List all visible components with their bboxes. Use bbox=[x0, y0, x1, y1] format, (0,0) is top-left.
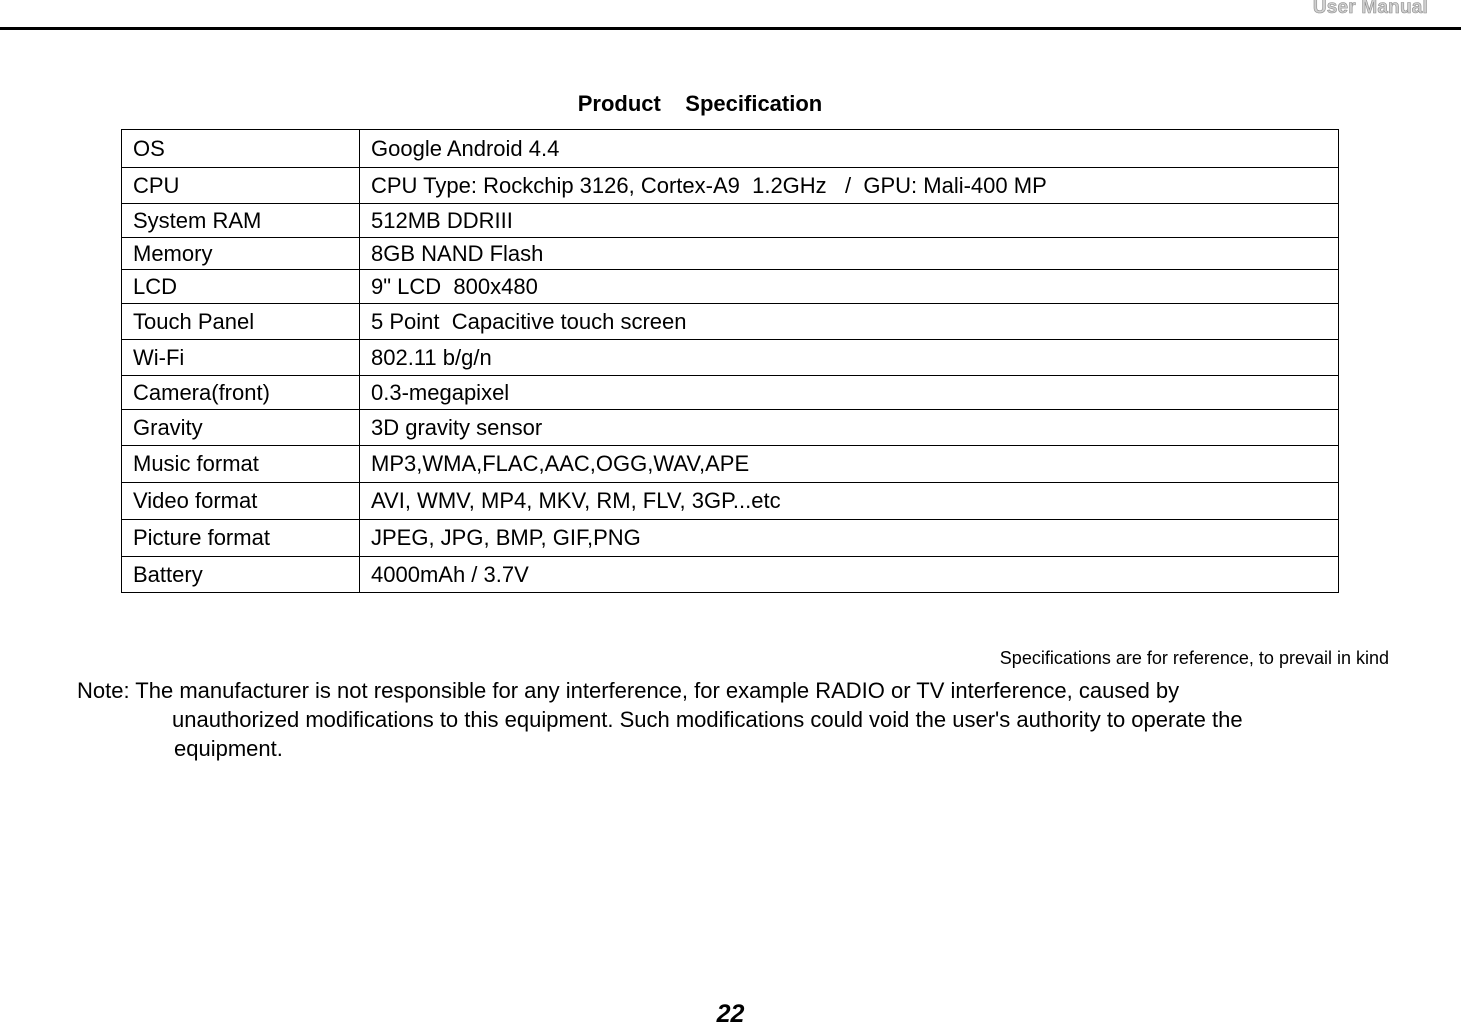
spec-value: 3D gravity sensor bbox=[360, 410, 1339, 446]
spec-row bbox=[122, 557, 1339, 593]
spec-value: 512MB DDRIII bbox=[360, 204, 1339, 238]
spec-value: 802.11 b/g/n bbox=[360, 340, 1339, 376]
spec-row bbox=[122, 238, 1339, 270]
disclaimer-line: Note: The manufacturer is not responsible for any interference, for example RADIO or TV interference, caused by bbox=[77, 678, 1180, 703]
spec-reference-note: Specifications are for reference, to prevail in kind bbox=[999, 648, 1389, 668]
spec-value: Google Android 4.4 bbox=[360, 130, 1339, 168]
spec-label: Memory bbox=[122, 238, 360, 270]
spec-value: 4000mAh / 3.7V bbox=[360, 557, 1339, 593]
spec-label: Camera(front) bbox=[122, 376, 360, 410]
spec-label: LCD bbox=[122, 270, 360, 304]
spec-row bbox=[122, 340, 1339, 376]
manual-header-title: User Manual bbox=[1312, 0, 1428, 18]
spec-label: Touch Panel bbox=[122, 304, 360, 340]
spec-label: CPU bbox=[122, 168, 360, 204]
spec-value: JPEG, JPG, BMP, GIF,PNG bbox=[360, 520, 1339, 557]
disclaimer-line: unauthorized modifications to this equipment. Such modifications could void the user's authority to operate the bbox=[172, 707, 1243, 732]
spec-label: OS bbox=[122, 130, 360, 168]
spec-value: AVI, WMV, MP4, MKV, RM, FLV, 3GP...etc bbox=[360, 483, 1339, 520]
spec-row bbox=[122, 270, 1339, 304]
section-title: Product Specification bbox=[577, 91, 823, 116]
spec-value: 9" LCD 800x480 bbox=[360, 270, 1339, 304]
spec-value: 8GB NAND Flash bbox=[360, 238, 1339, 270]
spec-row bbox=[122, 204, 1339, 238]
header-divider bbox=[0, 27, 1461, 30]
page-number: 22 bbox=[716, 1000, 745, 1028]
spec-value: MP3,WMA,FLAC,AAC,OGG,WAV,APE bbox=[360, 446, 1339, 483]
spec-value: 0.3-megapixel bbox=[360, 376, 1339, 410]
spec-row bbox=[122, 304, 1339, 340]
spec-row bbox=[122, 520, 1339, 557]
spec-row bbox=[122, 446, 1339, 483]
spec-row bbox=[122, 483, 1339, 520]
spec-row bbox=[122, 168, 1339, 204]
spec-row bbox=[122, 130, 1339, 168]
spec-value: CPU Type: Rockchip 3126, Cortex-A9 1.2GHz / GPU: Mali-400 MP bbox=[360, 168, 1339, 204]
spec-value: 5 Point Capacitive touch screen bbox=[360, 304, 1339, 340]
spec-label: Music format bbox=[122, 446, 360, 483]
spec-label: Wi-Fi bbox=[122, 340, 360, 376]
spec-table bbox=[121, 129, 1339, 593]
spec-label: Video format bbox=[122, 483, 360, 520]
spec-label: Gravity bbox=[122, 410, 360, 446]
spec-label: Battery bbox=[122, 557, 360, 593]
disclaimer-line: equipment. bbox=[174, 736, 283, 761]
spec-row bbox=[122, 410, 1339, 446]
spec-table-body bbox=[122, 130, 1339, 593]
spec-label: System RAM bbox=[122, 204, 360, 238]
spec-row bbox=[122, 376, 1339, 410]
spec-label: Picture format bbox=[122, 520, 360, 557]
disclaimer-note bbox=[77, 676, 1407, 763]
